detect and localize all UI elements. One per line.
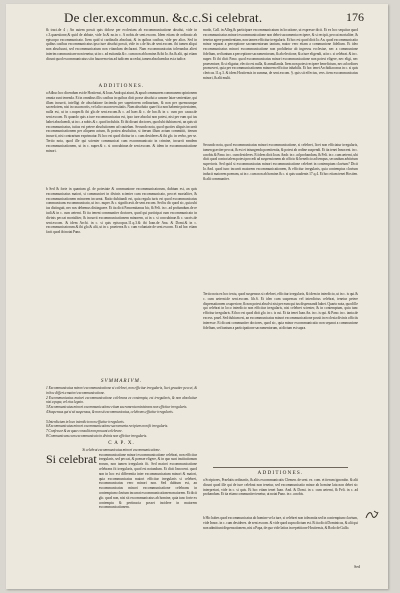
summary-item: 8 Communicans cum excommunicato in divinis non efficitur irregularis. [46, 433, 148, 438]
additiones-title-left: ADDITIONES. [98, 83, 145, 89]
handwritten-margin-mark [364, 509, 380, 521]
section-divider [213, 467, 348, 468]
right-column [203, 28, 358, 545]
right-commentary-2: Secundo nota, quod excommunicatus minori excommunicatione, si celebret, licet non efficiatur irregularis, tamen graviter peccat, & est ei iniungenda poenitentia, & potest ab ordine suspendi. Et ita tenet Innocent. in c. a nobis.& Pano. in c. cum desideres. Et idem dicit Ioan. Andr. in c. ad probandum, & Feli. in c. cum aeterni, ubi dicit quod contra talem potest procedi ad suspensionem ab officio & beneficio ad tempus, secundum arbitrium superioris. Sed quid si excommunicatus minori excommunicatione celebret in contemptum clavium? Dicit Io.And. quod tunc incurrit maiorem excommunicationem, & efficitur irregularis, quia contemptus clavium inducit maiorem poenam, ut in c. cum non ab homine.& c. si quis suadente.17.q.4. Et hoc etiam tenet Hostien. & alii communiter. [203, 143, 358, 181]
running-title: De cler.excommun. &c.c.Si celebrat. [64, 10, 263, 25]
opening-words: Si celebrat [46, 451, 97, 466]
summary-item: 7 Confessor & ea quae consulit non possunt celebrare. [46, 429, 123, 434]
chapter-body-left: excommunicatione minori excommunicatione celebrat, non efficitur irregularis, sed peccat, & poenae eligere, & in quo sunt institutionum eorum, non tamen irregularis fit. Sed maiori excommunicatione celebrans fit irregularis, quod est notandum. Et dicit Innocent. quod non in hoc est differentia inter excommunicatum minori & maiori, quia excommunicatus maiori efficitur irregularis si celebret, excommunicatus vero minori non. Sed dubium est, an excommunicatus minori excommunicatione celebrans in contemptum clavium incurrat excommunicationem maiorem. Et dicit glo. quod non, nisi sit excommunicatus ab homine, quia tunc forte ex contemptu & pertinacia posset incidere in maiorem excommunicationem. [98, 452, 197, 510]
summary-item: 1 Excommunicatus minori excommunicatione si celebret, non efficitur irregularis, licet grauiter peccet, & in hoc differt a maiori excommunicatione. [46, 386, 197, 395]
folio-number: 176 [346, 10, 364, 24]
summarium-title: SVMMARIVM. [100, 378, 143, 384]
summary-list [46, 386, 197, 439]
right-addition-b: b Hic habes quod excommunicatus ab homine vel a iure, si celebret non tolerantia sed in contemptum clavium, vide Innoc. in c. cum desideres. de sent.excom. & vide quod supra dictum est. Et ita dicit Dominicus, & alii qui non admittunt dispensationem, nisi a Papa, de quo vide latius in repetitione Hostiensis, & Rodo de Gallo. [203, 516, 358, 530]
additiones-title-right: ADDITIONES. [257, 470, 304, 476]
summary-item: 4 Suspensus qui si sit suspensus, & non sit excommunicatus, celebrans efficitur irregularis. [46, 409, 174, 414]
right-addition-a: a Scriptores, Praelatis ordinariis, & aliis excommunicatis Clemen. de sent. ex. com. et iterum ignorabo. & alii dicunt quod ille qui de iure celebrat non tenetur, sed excommunicatio minor ab homine lata non debet sic interpretari, vide in c. si quis. Et hoc etiam tenet Ioan. And. & Domi. in c. cum aeterni, & Feli. in c. ad probandum. Et ita etiam communiter tenetur, ut notat Pano. in c. a nobis. [203, 478, 358, 497]
chapter-title: C A P. X. [108, 440, 135, 446]
right-commentary-3: Tertio nota ex hoc textu, quod suspensus si celebret, efficitur irregularis, & idem in interdicto, ut in c. is qui.& c. cum aeterni.de sent.excom. lib.6. Et ideo cum suspensus vel interdictus celebrat, tenetur petere dispensationem a superiore, & non potest absolvi nisi per eum qui ius dispensandi habet. Quarto nota, quod ille qui celebrat in loco interdicto non efficitur irregularis, nisi celebret scienter, & in contemptum, quia tunc efficitur irregularis. Et hoc est quod dicit glo. in c. is cui. Et ita tenet Ioan.An. in c. is qui. & Pano. in c. tanta.de excess. prael. Sed dubium est, an excommunicatus minori excommunicatione possit in ecclesia divinis officiis interesse. Et dicunt communiter doctores, quod sic, quia minor excommunicatio non separat a communione fidelium, sed tantum a participatione sacramentorum, ut dictum est supra. [203, 292, 358, 330]
right-commentary-1: modo, Call. in Alleg.& participare excommunicatum in locutione, ut expresse dicit. Et ex hoc sequitur quod excommunicatus minori excommunicatione non debet sacramenta recipere, & si recipit, peccat mortaliter, & tenetur agere poenitentiam, non tamen efficitur irregularis. Et hoc est quod dicit Io.An. quod excommunicatio minor separat a perceptione sacramentorum tantum, maior vero etiam a communione fidelium. Et ideo excommunicatus minori excommunicatione non prohibetur ab ingressu ecclesiae, nec a communione fidelium, sed tantum a perceptione sacramentorum, & ab electione, & a iure eligendi, ut in c. si celebrat. & in c. nuper. Et ibi dicit Pano. quod excommunicatus minori excommunicatione non potest eligere, nec eligi, nec praesentare, & si eligatur, electio est nulla, & annullanda. Item non potest recipere beneficium, nec ad ordines promoveri, quia per excommunicationem minorem efficitur inhabilis. Et hoc tenet Archidiaconus in c. si quis clericus.11.q.3. & idem Hostiensis in summa, de sent.excom. §. quis sit effectus, vers. item excommunicatus minori, & alii multi. [203, 28, 358, 80]
book-page [6, 4, 388, 589]
catchword: Sed [354, 564, 360, 569]
chapter-opening [46, 453, 197, 549]
running-header [64, 10, 364, 26]
left-addition-b: b Sed & forte in quantum gl. de potestate & communione excommunicatorum, dubium est, an quis excommunicatus maiori, si communicet in divinis scienter cum excommunicato, peccet mortaliter, & excommunicationem minorem incurrat. Ratio dubitandi est, quia regula iuris est quod excommunicatus communicans excommunicato, ut in c. nuper. & c. significavit.de sent.excom. Sed tu dic quod sic, quia ubi ius distinguit, nec nos debemus distinguere. Et ita dicit Panormitanus hic, & Feli. in c. ad probandum.de re iudi.& in c. cum aeterni. Et ita tenent communiter doctores, quod qui participat cum excommunicato in divinis peccat mortaliter, & incurrit excommunicationem minorem, ut in c. si concubinae.& c. sacris.de sent.excom. & idem Archi. in c. si quis episcopus.11.q.3.& ibi Ioan.de Ana. & Domi.& in c. excommunicatorum.& ibi glo.& alii, ut in c. praeterea.& c. cum voluntate.de sent.excom. Et ad hoc etiam facit quod ibi notat Pano. [46, 187, 197, 235]
left-column [46, 28, 197, 549]
left-addition-a: a Adhuc hoc dicendum est de Hostiensi, & Ioan.Andr.qui aiunt, & apud communem communem opinionem omnia sunt tenenda. Et in omnibus illis casibus in quibus dicit posse absolui a canone latae sententiae, qui illam incurrit, intelligi de absolutione facienda per superiorem ordinarium, & non per quemcunque sacerdotem, nisi in casu mortis, vel alio casu necessitatis. Nam absolutio quae fit a non habente potestatem, nulla est, ut in c.nuper.& ibi glo.de sent.excom.& c. ad haec.& c. de hoc.& in c. cum pro causa.de sent.excom. Et quando quis a iure excommunicatus est, ipso iure absolui non potest, nisi per eum qui ius habet absoluendi, ut in c. a nobis.& c. quod in dubiis. Et ibi dicunt doctores, quod ubi dubium est, an quis sit excommunicatus, tutius est petere absolutionem ad cautelam. Secundo nota, quod quoties aliquis incurrit excommunicationem per aliquem actum, & postea absoluitur, si iterum illum actum committit, iterum incurrit, nisi contrarium exprimatur. Et hoc est quod dicitur in c. cum desideres.& ibi glo. in verbo, per se. Tertio nota, quod ille qui scienter communicat cum excommunicato in crimine, incurrit eandem excommunicationem, ut in c. nuper.& c. si concubinae.de sent.excom. & idem in excommunicatione minori. [46, 91, 197, 153]
summary-item: 3 Excommunicatus minori excommunicatione etiam sacramenta ministrans non efficitur irregularis. [46, 405, 188, 410]
summary-item: 2 Excommunicatus maiori excommunicatione celebrans ex contemptu, est irregularis, & non absoluitur nisi a papa, vel eius legato. [46, 395, 197, 405]
summary-item: 6 Excommunicatus minori excommunicatione sacramenta recipiens non fit irregularis. [46, 424, 169, 429]
left-commentary-top: & tract.de 4 ; An autem possit quis dolose per ecclesiam ab excommunicatione absolui, vide in c.3.quaestione,& quid de abbate, vide Io.& no.in c. A nobis.de sent.excom. Idem etiam de ordinato ab episcopo excommunicato. Item quid si cardinalis absoluat, & in quibus casibus, vide per alios. Sed in quibus casibus excommunicatus ipso iure absolui possit, vide in c.de his.de sent.excom. ibi tamen aliqui non absoluunt, sed excommunicatum non vitandum declarant. Nam excommunicatus tolerandus alteri interim communicare non tenetur, ut in c. ad euitanda.& c. cum non ab homine.& ibi Io.An.& alii, qui etiam dicunt quod excommunicatus si in fauorem eius ad iudicem accedat, tamen absoluendus est a iudice. [46, 28, 197, 61]
chapter-rubric: Si celebrat excommunicatus minori excommunicatione. [82, 447, 161, 452]
summary-item: 5 Interdictum in loco interdicto non efficitur irregularis. [46, 419, 125, 424]
